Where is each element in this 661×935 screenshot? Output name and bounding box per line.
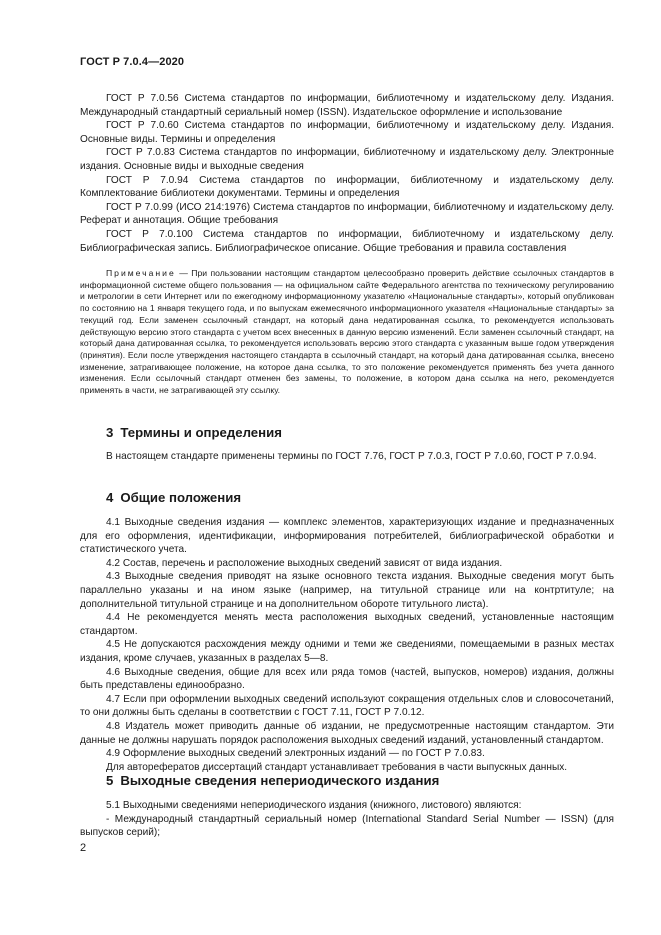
section-5-heading [106, 773, 439, 788]
note-block [80, 268, 614, 397]
paragraph: 4.5 Не допускаются расхождения между одними и теми же сведениями, помещаемыми в разных местах издания, кроме случаев, указанных в разделах 5—8. [80, 639, 614, 664]
paragraph: 4.8 Издатель может приводить данные об издании, не предусмотренные настоящим стандартом. Эти данные не должны нарушать порядок расположения выходных сведений изданий, установленный стандартом. [80, 720, 614, 746]
reference-item: ГОСТ Р 7.0.56 Система стандартов по информации, библиотечному и издательскому делу. Издания. Международный стандартный сериальный номер (ISSN). Издательское оформление и использование [80, 93, 614, 118]
section-title: Общие положения [120, 490, 242, 505]
reference-item: ГОСТ Р 7.0.94 Система стандартов по информации, библиотечному и издательскому делу. Комплектование библиотеки документами. Термины и определения [80, 174, 614, 200]
section-title: Выходные сведения непериодического издания [120, 773, 440, 788]
reference-item: ГОСТ Р 7.0.99 (ИСО 214:1976) Система стандартов по информации, библиотечному и издательскому делу. Реферат и аннотация. Общие требования [80, 201, 614, 227]
paragraph: 4.1 Выходные сведения издания — комплекс элементов, характеризующих издание и предназначенных для его оформления, идентификации, информирования потребителей, библиографической обработки и статистического учета. [80, 517, 614, 556]
section-number: 3 [106, 425, 114, 440]
paragraph: В настоящем стандарте применены термины по ГОСТ 7.76, ГОСТ Р 7.0.3, ГОСТ Р 7.0.60, ГОСТ Р 7.0.94. [106, 451, 597, 462]
note-text: — При пользовании настоящим стандартом целесообразно проверить действие ссылочных стандартов в информационной системе общего пользования — на официальном сайте Федерального агентства по техническому регулированию и метрологии в сети Интернет или по ежегодному информационному указателю «Национальные стандарты», который опубликован по состоянию на 1 января текущего года, и по выпускам ежемесячного информационного указателя «Национальные стандарты» за текущий год. Если заменен ссылочный стандарт, на который дана недатированная ссылка, то рекомендуется использовать действующую версию этого стандарта с учетом всех внесенных в данную версию изменений. Если заменен ссылочный стандарт, на который дана датированная ссылка, то рекомендуется использовать версию этого стандарта с указанным выше годом утверждения (принятия). Если после утверждения настоящего стандарта в ссылочный стандарт, на который дана датированная ссылка, внесено изменение, затрагивающее положение, на которое дана ссылка, то это положение рекомендуется применять без учета данного изменения. Если ссылочный стандарт отменен без замены, то положение, в котором дана ссылка на него, рекомендуется применять в части, не затрагивающей эту ссылку. [80, 268, 614, 396]
normative-references-list [80, 92, 614, 255]
page-number: 2 [80, 842, 87, 854]
section-3-body [80, 450, 614, 464]
paragraph: - Международный стандартный сериальный номер (International Standard Serial Number — ISSN) (для выпусков серий); [80, 813, 614, 839]
paragraph: 4.7 Если при оформлении выходных сведений используют сокращения отдельных слов и словосочетаний, то они должны быть сделаны в соответствии с ГОСТ 7.11, ГОСТ Р 7.0.12. [80, 693, 614, 719]
paragraph: 4.2 Состав, перечень и расположение выходных сведений зависят от вида издания. [106, 557, 503, 569]
paragraph: Для авторефератов диссертаций стандарт устанавливает требования в части выпускных данных. [106, 761, 568, 773]
paragraph: 4.3 Выходные сведения приводят на языке основного текста издания. Выходные сведения могут быть параллельно указаны и на ином языке (например, на титульной странице или на контртитуле; на дополнительной титульной странице и на дополнительном обороте титульного листа). [80, 571, 614, 610]
section-number: 5 [106, 773, 114, 788]
paragraph: 4.4 Не рекомендуется менять места расположения выходных сведений, установленные настоящим стандартом. [80, 612, 614, 637]
section-4-heading [106, 490, 241, 505]
note-paragraph [80, 268, 614, 397]
section-number: 4 [106, 490, 114, 505]
reference-item: ГОСТ Р 7.0.100 Система стандартов по информации, библиотечному и издательскому делу. Библиографическая запись. Библиографическое описание. Общие требования и правила составления [80, 228, 614, 254]
section-title: Термины и определения [120, 425, 282, 440]
paragraph: 4.6 Выходные сведения, общие для всех или ряда томов (частей, выпусков, номеров) издания, должны быть представлены единообразно. [80, 666, 614, 692]
reference-item: ГОСТ Р 7.0.60 Система стандартов по информации, библиотечному и издательскому делу. Издания. Основные виды. Термины и определения [80, 120, 614, 145]
paragraph: 5.1 Выходными сведениями непериодического издания (книжного, листового) являются: [106, 800, 522, 811]
paragraph: 4.9 Оформление выходных сведений электронных изданий — по ГОСТ Р 7.0.83. [106, 748, 485, 760]
section-5-body [80, 799, 614, 840]
reference-item: ГОСТ Р 7.0.83 Система стандартов по информации, библиотечному и издательскому делу. Электронные издания. Основные виды и выходные сведения [80, 147, 614, 172]
section-3-heading [106, 425, 282, 440]
note-label: Примечание [106, 268, 176, 278]
document-header: ГОСТ Р 7.0.4—2020 [80, 56, 185, 68]
section-4-body [80, 516, 614, 774]
